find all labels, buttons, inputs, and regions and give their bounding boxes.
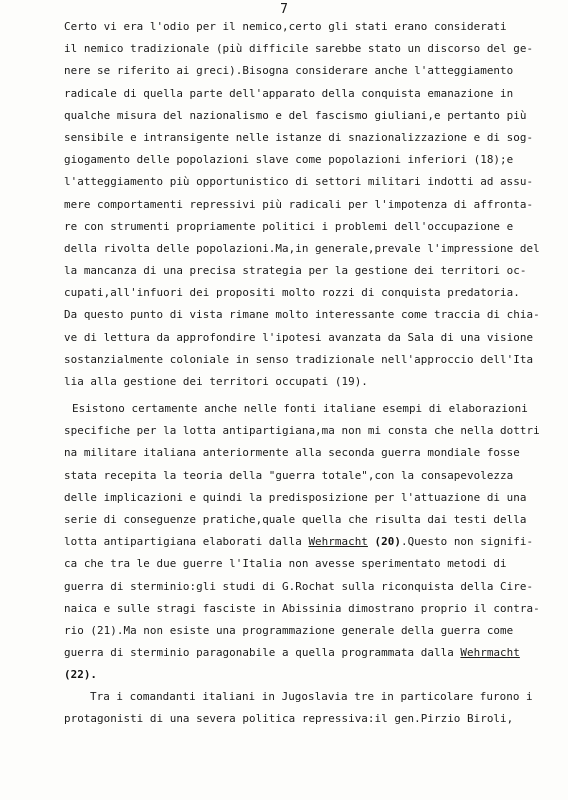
text-line: lia alla gestione dei territori occupati (19). bbox=[64, 375, 368, 388]
text-line: Certo vi era l'odio per il nemico,certo gli stati erano considerati bbox=[64, 20, 507, 33]
text-line: qualche misura del nazionalismo e del fascismo giuliani,e pertanto più bbox=[64, 108, 527, 122]
text-line bbox=[64, 531, 544, 553]
text-fragment: guerra di sterminio paragonabile a quella programmata dalla bbox=[64, 646, 461, 660]
text-line: la mancanza di una precisa strategia per la gestione dei territori oc- bbox=[64, 264, 527, 278]
footnote-ref: (20) bbox=[367, 535, 401, 549]
text-line: Tra i comandanti italiani in Jugoslavia tre in particolare furono i bbox=[90, 690, 533, 703]
text-line: serie di conseguenze pratiche,quale quella che risulta dai testi della bbox=[64, 512, 527, 526]
text-line: l'atteggiamento più opportunistico di settori militari indotti ad assu- bbox=[64, 175, 534, 189]
text-line bbox=[64, 664, 544, 686]
text-line: Esistono certamente anche nelle fonti italiane esempi di elaborazioni bbox=[72, 402, 528, 415]
text-fragment: lotta antipartigiana elaborati dalla bbox=[64, 535, 309, 549]
text-line: re con strumenti propriamente politici i problemi dell'occupazione e bbox=[64, 219, 514, 233]
text-line: giogamento delle popolazioni slave come popolazioni inferiori (18);e bbox=[64, 153, 514, 167]
page-number: 7 bbox=[280, 2, 288, 17]
underlined-term: Wehrmacht bbox=[460, 646, 520, 660]
text-line: il nemico tradizionale (più difficile sarebbe stato un discorso del ge- bbox=[64, 42, 534, 56]
text-line: stata recepita la teoria della "guerra totale",con la consapevolezza bbox=[64, 468, 514, 482]
paragraph-1 bbox=[64, 16, 544, 393]
text-line: nere se riferito ai greci).Bisogna considerare anche l'atteggiamento bbox=[64, 64, 514, 78]
underlined-term: Wehrmacht bbox=[308, 535, 368, 549]
footnote-ref: (22). bbox=[64, 668, 98, 682]
text-line: cupati,all'infuori dei propositi molto rozzi di conquista predatoria. bbox=[64, 286, 520, 300]
text-line: sostanzialmente coloniale in senso tradizionale nell'approccio dell'Ita bbox=[64, 352, 534, 366]
text-fragment: .Questo non signifi- bbox=[400, 535, 534, 549]
text-line: protagonisti di una severa politica repressiva:il gen.Pirzio Biroli, bbox=[64, 712, 514, 726]
paragraph-3 bbox=[64, 686, 544, 730]
text-line bbox=[64, 642, 544, 664]
paragraph-2 bbox=[64, 398, 544, 686]
text-line: delle implicazioni e quindi la predisposizione per l'attuazione di una bbox=[64, 490, 527, 504]
text-line: della rivolta delle popolazioni.Ma,in generale,prevale l'impressione del bbox=[64, 241, 540, 255]
text-line: ve di lettura da approfondire l'ipotesi avanzata da Sala di una visione bbox=[64, 330, 534, 344]
text-line: specifiche per la lotta antipartigiana,ma non mi consta che nella dottri bbox=[64, 424, 540, 438]
text-line: sensibile e intransigente nelle istanze di snazionalizzazione e di sog- bbox=[64, 130, 534, 144]
text-line: rio (21).Ma non esiste una programmazione generale della guerra come bbox=[64, 623, 514, 637]
text-line: guerra di sterminio:gli studi di G.Rochat sulla riconquista della Cire- bbox=[64, 579, 534, 593]
text-line: mere comportamenti repressivi più radicali per l'impotenza di affronta- bbox=[64, 197, 534, 211]
text-line: naica e sulle stragi fasciste in Abissinia dimostrano proprio il contra- bbox=[64, 601, 540, 615]
text-line: na militare italiana anteriormente alla seconda guerra mondiale fosse bbox=[64, 446, 520, 460]
text-line: ca che tra le due guerre l'Italia non avesse sperimentato metodi di bbox=[64, 557, 507, 571]
text-line: Da questo punto di vista rimane molto interessante come traccia di chia- bbox=[64, 308, 540, 322]
text-line: radicale di quella parte dell'apparato della conquista emanazione in bbox=[64, 86, 514, 100]
